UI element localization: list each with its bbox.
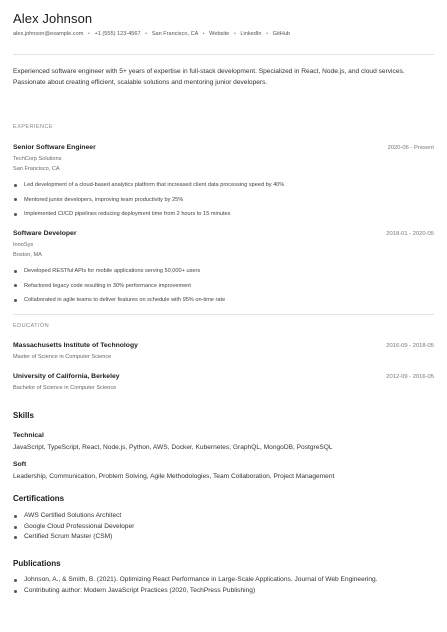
location-text: San Francisco, CA (151, 31, 199, 37)
job-location: Boston, MA (13, 252, 42, 258)
list-item: Mentored junior developers, improving team productivity by 25% (13, 196, 433, 211)
job-title: Senior Software Engineer (13, 144, 96, 151)
bullet-icon (14, 536, 17, 539)
job-achievements (13, 267, 433, 311)
separator: • (202, 31, 205, 37)
certifications-heading: Certifications (13, 494, 65, 503)
bullet-icon (14, 299, 17, 302)
website-link[interactable]: Website (209, 31, 230, 37)
separator: • (145, 31, 148, 37)
bullet-icon (14, 579, 17, 582)
bullet-icon (14, 184, 17, 187)
technical-skills-label: Technical (13, 432, 44, 439)
bullet-icon (14, 284, 17, 287)
list-item: Implemented CI/CD pipelines reducing deployment time from 2 hours to 15 minutes (13, 210, 433, 225)
section-divider (13, 314, 434, 315)
linkedin-link[interactable]: LinkedIn (240, 31, 262, 37)
school-dates: 2012-09 - 2016-05 (386, 374, 434, 380)
email-link[interactable]: alex.johnson@example.com (13, 31, 84, 37)
certifications-list (13, 511, 433, 543)
technical-skills-list: JavaScript, TypeScript, React, Node.js, Python, AWS, Docker, Kubernetes, GraphQL, MongoDB, PostgreSQL (13, 444, 333, 451)
skills-heading: Skills (13, 411, 34, 420)
soft-skills-label: Soft (13, 461, 27, 468)
bullet-icon (14, 590, 17, 593)
degree-name: Master of Science in Computer Science (13, 354, 112, 360)
github-link[interactable]: GitHub (272, 31, 291, 37)
bullet-icon (14, 526, 17, 529)
job-dates: 2020-06 - Present (387, 145, 434, 151)
experience-section-label: EXPERIENCE (13, 124, 54, 130)
separator: • (266, 31, 269, 37)
school-name: University of California, Berkeley (13, 373, 120, 380)
school-name: Massachusetts Institute of Technology (13, 342, 138, 349)
list-item: Refactored legacy code resulting in 30% performance improvement (13, 282, 433, 297)
publications-list (13, 575, 433, 596)
job-title: Software Developer (13, 230, 77, 237)
bullet-icon (14, 515, 17, 518)
degree-name: Bachelor of Science in Computer Science (13, 385, 117, 391)
education-section-label: EDUCATION (13, 323, 50, 329)
professional-summary: Experienced software engineer with 5+ years of expertise in full-stack development. Specialized in React, Node.js, and cloud services. Passionate about creating efficient, scalable solutions and mentoring junior developers. (13, 68, 405, 86)
job-dates: 2018-01 - 2020-05 (386, 231, 434, 237)
job-company: TechCorp Solutions (13, 156, 62, 162)
list-item: Google Cloud Professional Developer (13, 522, 433, 533)
publications-heading: Publications (13, 559, 61, 568)
job-location: San Francisco, CA (13, 166, 60, 172)
separator: • (233, 31, 236, 37)
bullet-icon (14, 270, 17, 273)
contact-line (13, 31, 290, 37)
list-item: Certified Scrum Master (CSM) (13, 532, 433, 543)
candidate-name: Alex Johnson (13, 11, 93, 26)
list-item: AWS Certified Solutions Architect (13, 511, 433, 522)
bullet-icon (14, 213, 17, 216)
list-item: Collaborated in agile teams to deliver features on schedule with 95% on-time rate (13, 296, 433, 311)
job-company: InnoSys (13, 242, 34, 248)
soft-skills-list: Leadership, Communication, Problem Solving, Agile Methodologies, Team Collaboration, Project Management (13, 473, 335, 480)
list-item: Contributing author: Modern JavaScript Practices (2020, TechPress Publishing) (13, 586, 433, 597)
header-divider (13, 54, 434, 55)
phone-number: +1 (555) 123-4567 (94, 31, 141, 37)
list-item: Johnson, A., & Smith, B. (2021). Optimizing React Performance in Large-Scale Applications. Journal of Web Engineering. (13, 575, 433, 586)
list-item: Developed RESTful APIs for mobile applications serving 50,000+ users (13, 267, 433, 282)
school-dates: 2016-09 - 2018-05 (386, 343, 434, 349)
bullet-icon (14, 198, 17, 201)
list-item: Led development of a cloud-based analytics platform that increased client data processing speed by 40% (13, 181, 433, 196)
separator: • (87, 31, 90, 37)
job-achievements (13, 181, 433, 225)
